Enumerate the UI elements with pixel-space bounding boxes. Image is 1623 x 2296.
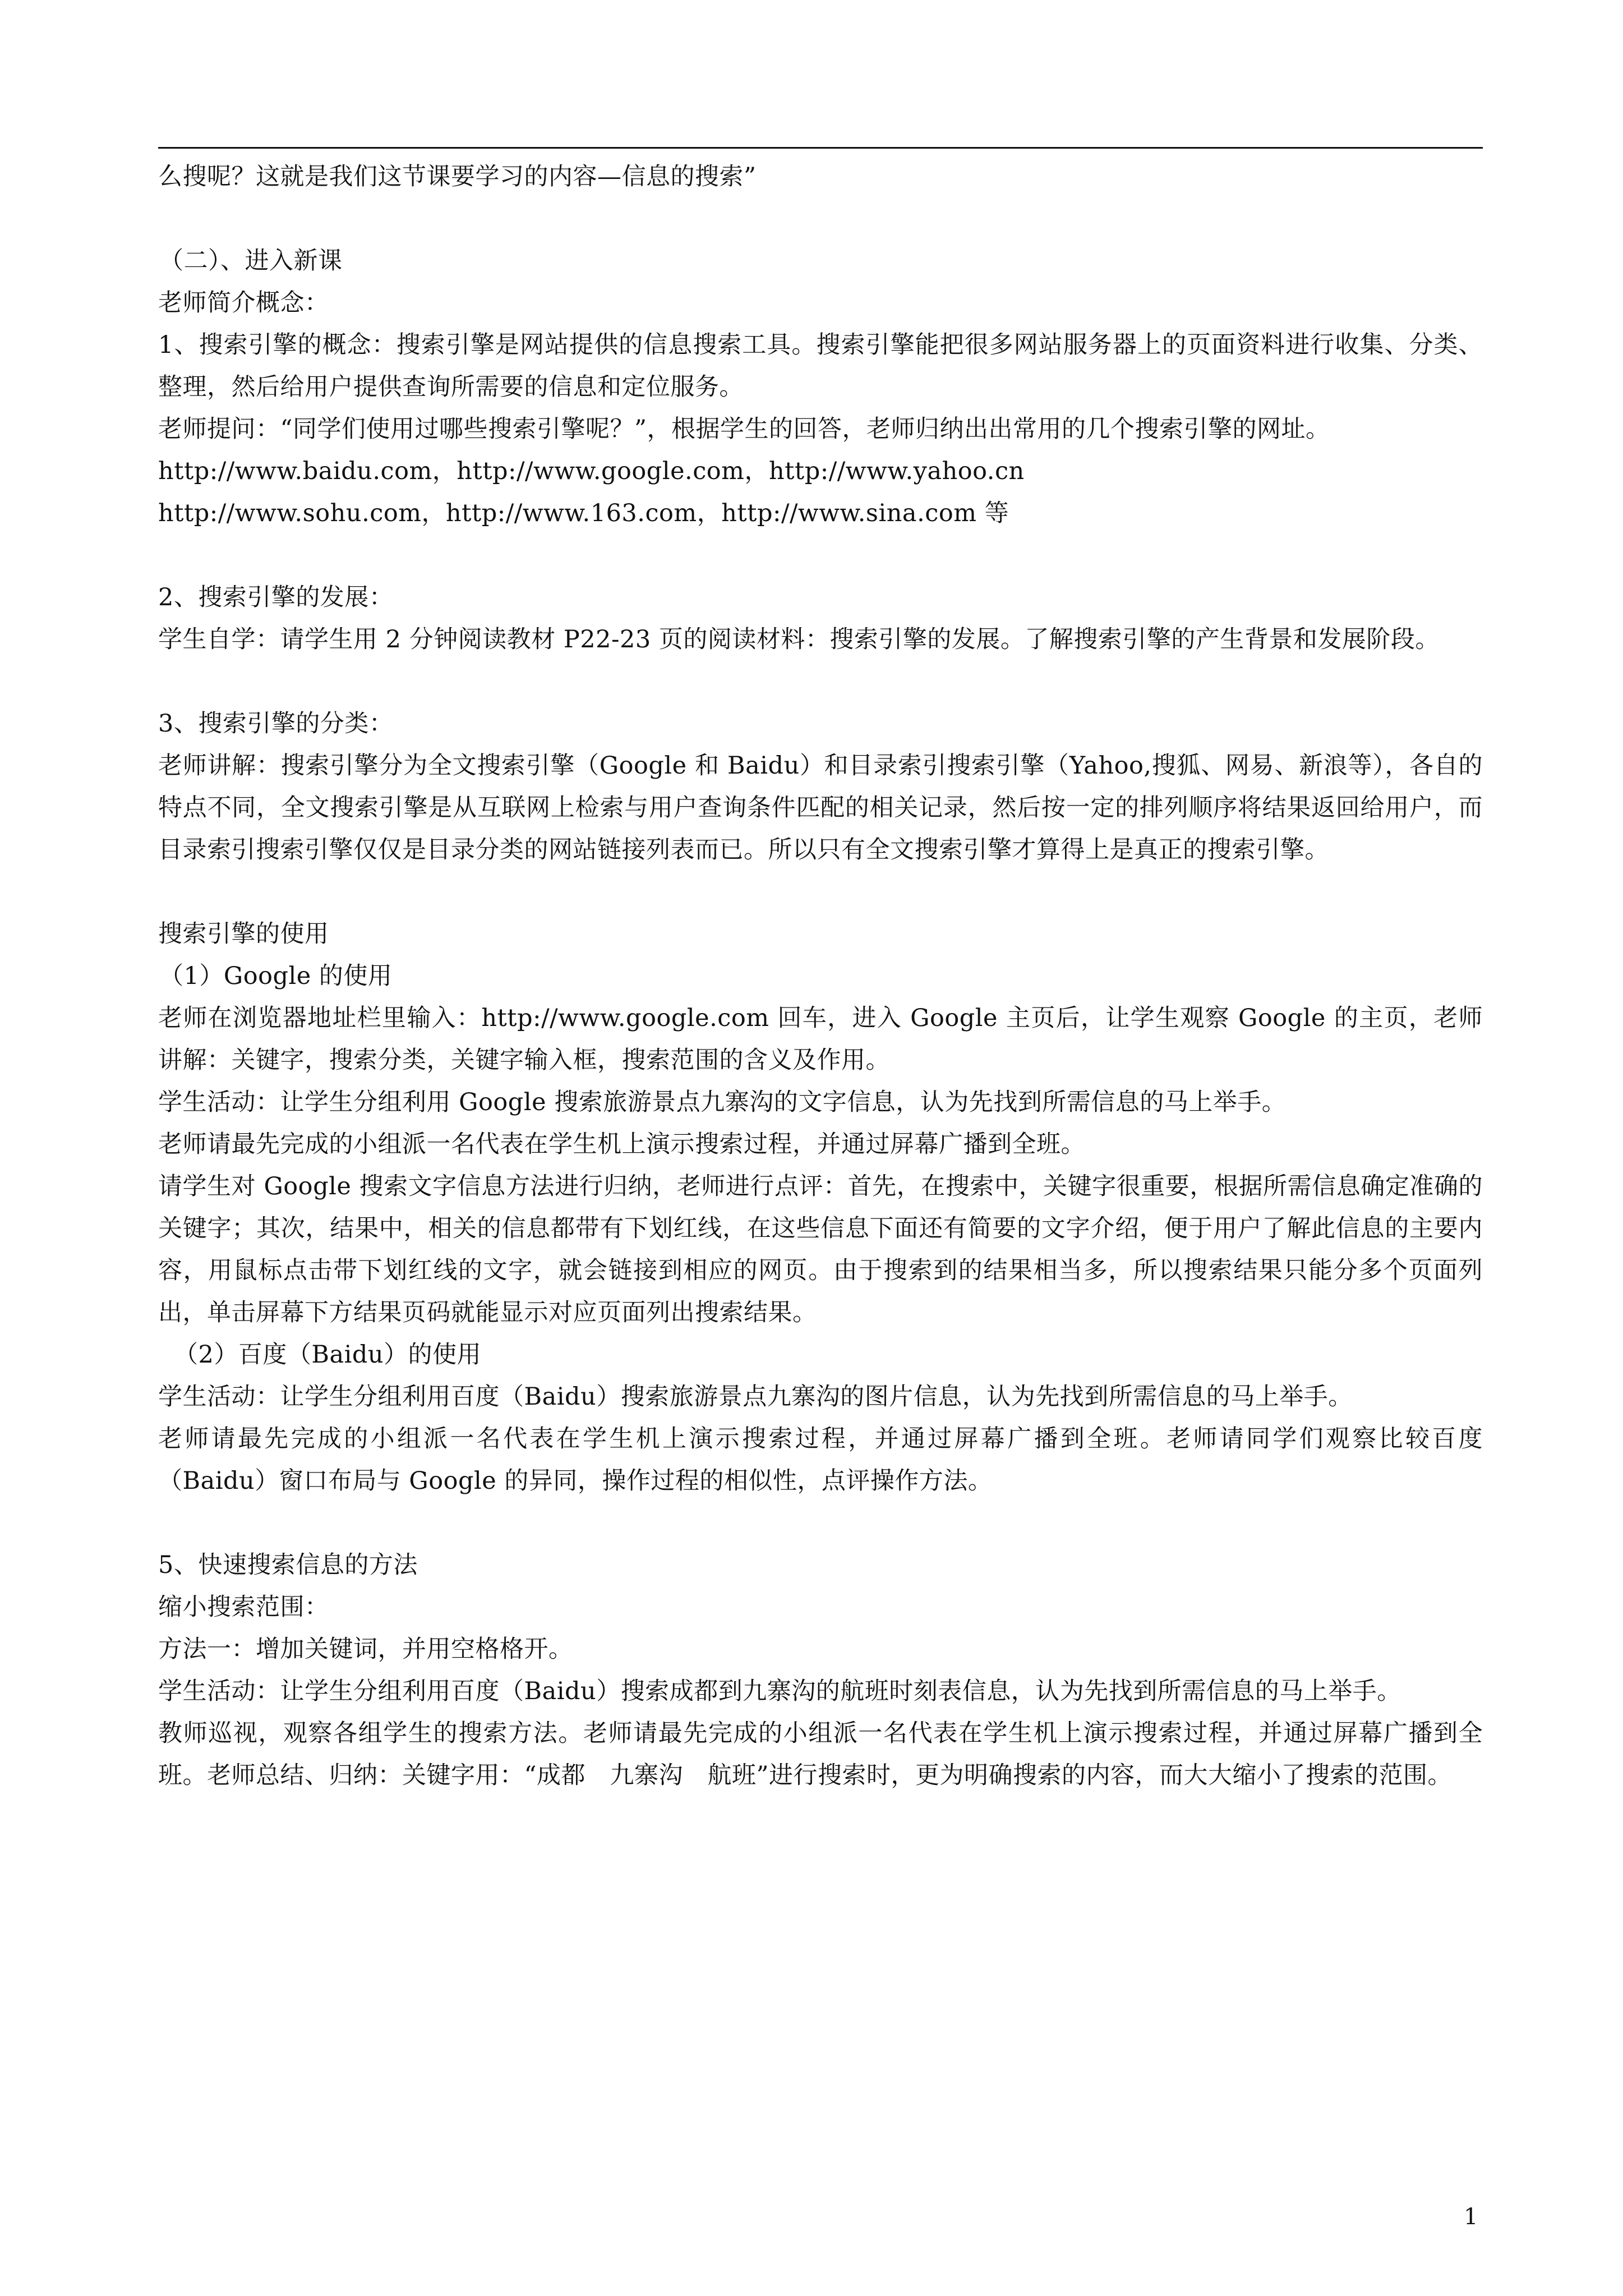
paragraph: 老师请最先完成的小组派一名代表在学生机上演示搜索过程，并通过屏幕广播到全班。老师请同学们观察比较百度（Baidu）窗口布局与 Google 的异同，操作过程的相似性，点评操作方法。 xyxy=(158,1425,1483,1495)
page-number: 1 xyxy=(1464,2204,1478,2230)
paragraph: 么搜呢？这就是我们这节课要学习的内容—信息的搜索” xyxy=(158,163,757,191)
header-rule xyxy=(158,147,1483,149)
paragraph: 1、搜索引擎的概念：搜索引擎是网站提供的信息搜索工具。搜索引擎能把很多网站服务器上的页面资料进行收集、分类、整理，然后给用户提供查询所需要的信息和定位服务。 xyxy=(158,331,1483,401)
blank-line xyxy=(158,1502,1483,1544)
section-heading: （二）、进入新课 xyxy=(159,247,343,275)
blank-line xyxy=(158,871,1483,913)
section-heading: 3、搜索引擎的分类： xyxy=(158,710,394,738)
paragraph: 方法一：增加关键词，并用空格格开。 xyxy=(158,1635,573,1663)
section-heading: 搜索引擎的使用 xyxy=(158,920,329,948)
url-line: http://www.sohu.com，http://www.163.com，http://www.sina.com 等 xyxy=(158,499,1009,527)
paragraph: 老师讲解：搜索引擎分为全文搜索引擎（Google 和 Baidu）和目录索引搜索引擎（Yahoo,搜狐、网易、新浪等），各自的特点不同，全文搜索引擎是从互联网上检索与用户查询条件匹配的相关记录，然后按一定的排列顺序将结果返回给用户，而目录索引搜索引擎仅仅是目录分类的网站链接列表而已。所以只有全文搜索引擎才算得上是真正的搜索引擎。 xyxy=(158,752,1483,864)
blank-line xyxy=(158,198,1483,240)
paragraph: 老师提问：“同学们使用过哪些搜索引擎呢？”，根据学生的回答，老师归纳出出常用的几个搜索引擎的网址。 xyxy=(158,415,1330,443)
paragraph: 请学生对 Google 搜索文字信息方法进行归纳，老师进行点评：首先，在搜索中，关键字很重要，根据所需信息确定准确的关键字；其次，结果中，相关的信息都带有下划红线，在这些信息下面还有简要的文字介绍，便于用户了解此信息的主要内容，用鼠标点击带下划红线的文字，就会链接到相应的网页。由于搜索到的结果相当多，所以搜索结果只能分多个页面列出，单击屏幕下方结果页码就能显示对应页面列出搜索结果。 xyxy=(158,1172,1483,1327)
subsection-heading: （1）Google 的使用 xyxy=(159,962,393,990)
paragraph: 缩小搜索范围： xyxy=(158,1593,329,1621)
paragraph: 学生自学：请学生用 2 分钟阅读教材 P22-23 页的阅读材料：搜索引擎的发展。了解搜索引擎的产生背景和发展阶段。 xyxy=(158,625,1440,654)
paragraph: 学生活动：让学生分组利用百度（Baidu）搜索成都到九寨沟的航班时刻表信息，认为先找到所需信息的马上举手。 xyxy=(158,1677,1401,1705)
document-body xyxy=(158,156,1483,1797)
section-heading: 5、快速搜索信息的方法 xyxy=(158,1551,418,1579)
paragraph: 老师简介概念： xyxy=(158,289,329,317)
paragraph: 教师巡视，观察各组学生的搜索方法。老师请最先完成的小组派一名代表在学生机上演示搜索过程，并通过屏幕广播到全班。老师总结、归纳：关键字用：“成都 九寨沟 航班”进行搜索时，更为明确搜索的内容，而大大缩小了搜索的范围。 xyxy=(158,1719,1483,1789)
paragraph: 学生活动：让学生分组利用百度（Baidu）搜索旅游景点九寨沟的图片信息，认为先找到所需信息的马上举手。 xyxy=(158,1383,1353,1411)
paragraph: 老师在浏览器地址栏里输入：http://www.google.com 回车，进入 Google 主页后，让学生观察 Google 的主页，老师讲解：关键字，搜索分类，关键字输入框，搜索范围的含义及作用。 xyxy=(158,1004,1483,1074)
blank-line xyxy=(158,661,1483,703)
url-line: http://www.baidu.com，http://www.google.com，http://www.yahoo.cn xyxy=(158,457,1025,485)
section-heading: 2、搜索引擎的发展： xyxy=(158,583,394,611)
blank-line xyxy=(158,535,1483,577)
paragraph: 老师请最先完成的小组派一名代表在学生机上演示搜索过程，并通过屏幕广播到全班。 xyxy=(158,1130,1085,1158)
subsection-heading: （2）百度（Baidu）的使用 xyxy=(174,1341,482,1369)
paragraph: 学生活动：让学生分组利用 Google 搜索旅游景点九寨沟的文字信息，认为先找到所需信息的马上举手。 xyxy=(158,1088,1287,1116)
